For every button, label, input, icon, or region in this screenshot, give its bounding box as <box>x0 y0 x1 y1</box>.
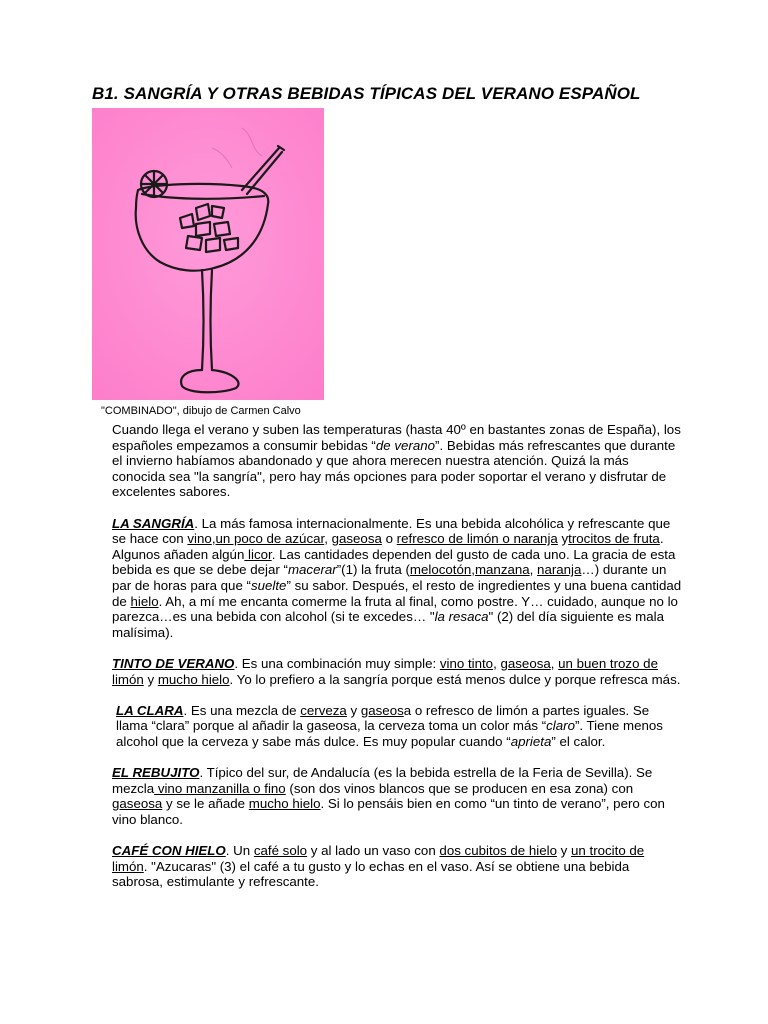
section-sangria: LA SANGRÍA. La más famosa internacionalmente. Es una bebida alcohólica y refrescante que se hace con vino,un poco de azúcar, gaseosa o refresco de limón o naranja ytrocitos de fruta. Algunos añaden algún licor. Las cantidades dependen del gusto de cada uno. La gracia de esta bebida es que se debe dejar “macerar”(1) la fruta (melocotón,manzana, naranja…) durante un par de horas para que “suelte” su sabor. Después, el resto de ingredientes y una buena cantidad de hielo. Ah, a mí me encanta comerme la fruta al final, como postre. Y… cuidado, aunque no lo parezca…es una bebida con alcohol (si te excedes… "la resaca" (2) del día siguiente es mala malísima). <box>112 515 682 640</box>
section-clara: LA CLARA. Es una mezcla de cerveza y gaseosa o refresco de limón a partes iguales. Se llama “clara” porque al añadir la gaseosa, la cerveza toma un color más “claro”. Tiene menos alcohol que la cerveza y sabe más dulce. Es muy popular cuando “aprieta” el calor. <box>116 702 663 749</box>
intro-paragraph: Cuando llega el verano y suben las temperaturas (hasta 40º en bastantes zonas de España), los españoles empezamos a consumir bebidas “de verano”. Bebidas más refrescantes que durante el invierno habíamos abandonado y que ahora merecen nuestra atención. Quizá la más conocida sea "la sangría", pero hay más opciones para poder soportar el verano y disfrutar de excelentes sabores. <box>112 422 681 500</box>
heading-cafe: CAFÉ CON HIELO <box>112 843 226 859</box>
section-rebujito: EL REBUJITO. Típico del sur, de Andalucía (es la bebida estrella de la Feria de Sevilla). Se mezcla vino manzanilla o fino (son dos vinos blancos que se producen en esa zona) con gaseosa y se le añade mucho hielo. Si lo pensáis bien en como “un tinto de verano”, pero con vino blanco. <box>112 765 665 827</box>
figure-caption: "COMBINADO", dibujo de Carmen Calvo <box>101 405 301 417</box>
drawing-background <box>92 108 324 400</box>
page-title: B1. SANGRÍA Y OTRAS BEBIDAS TÍPICAS DEL VERANO ESPAÑOL <box>92 84 641 103</box>
heading-sangria: LA SANGRÍA <box>112 515 195 531</box>
heading-rebujito: EL REBUJITO <box>112 765 200 781</box>
section-cafe: CAFÉ CON HIELO. Un café solo y al lado un vaso con dos cubitos de hielo y un trocito de limón. "Azucaras" (3) el café a tu gusto y lo echas en el vaso. Así se obtiene una bebida sabrosa, estimulante y refrescante. <box>112 843 645 890</box>
heading-clara: LA CLARA <box>116 702 184 718</box>
heading-tinto: TINTO DE VERANO <box>112 655 235 671</box>
cocktail-drawing <box>92 108 324 400</box>
article-body <box>92 422 682 905</box>
section-tinto: TINTO DE VERANO. Es una combinación muy simple: vino tinto, gaseosa, un buen trozo de limón y mucho hielo. Yo lo prefiero a la sangría porque está menos dulce y porque refresca más. <box>112 655 681 687</box>
lemon-slice <box>141 171 167 197</box>
